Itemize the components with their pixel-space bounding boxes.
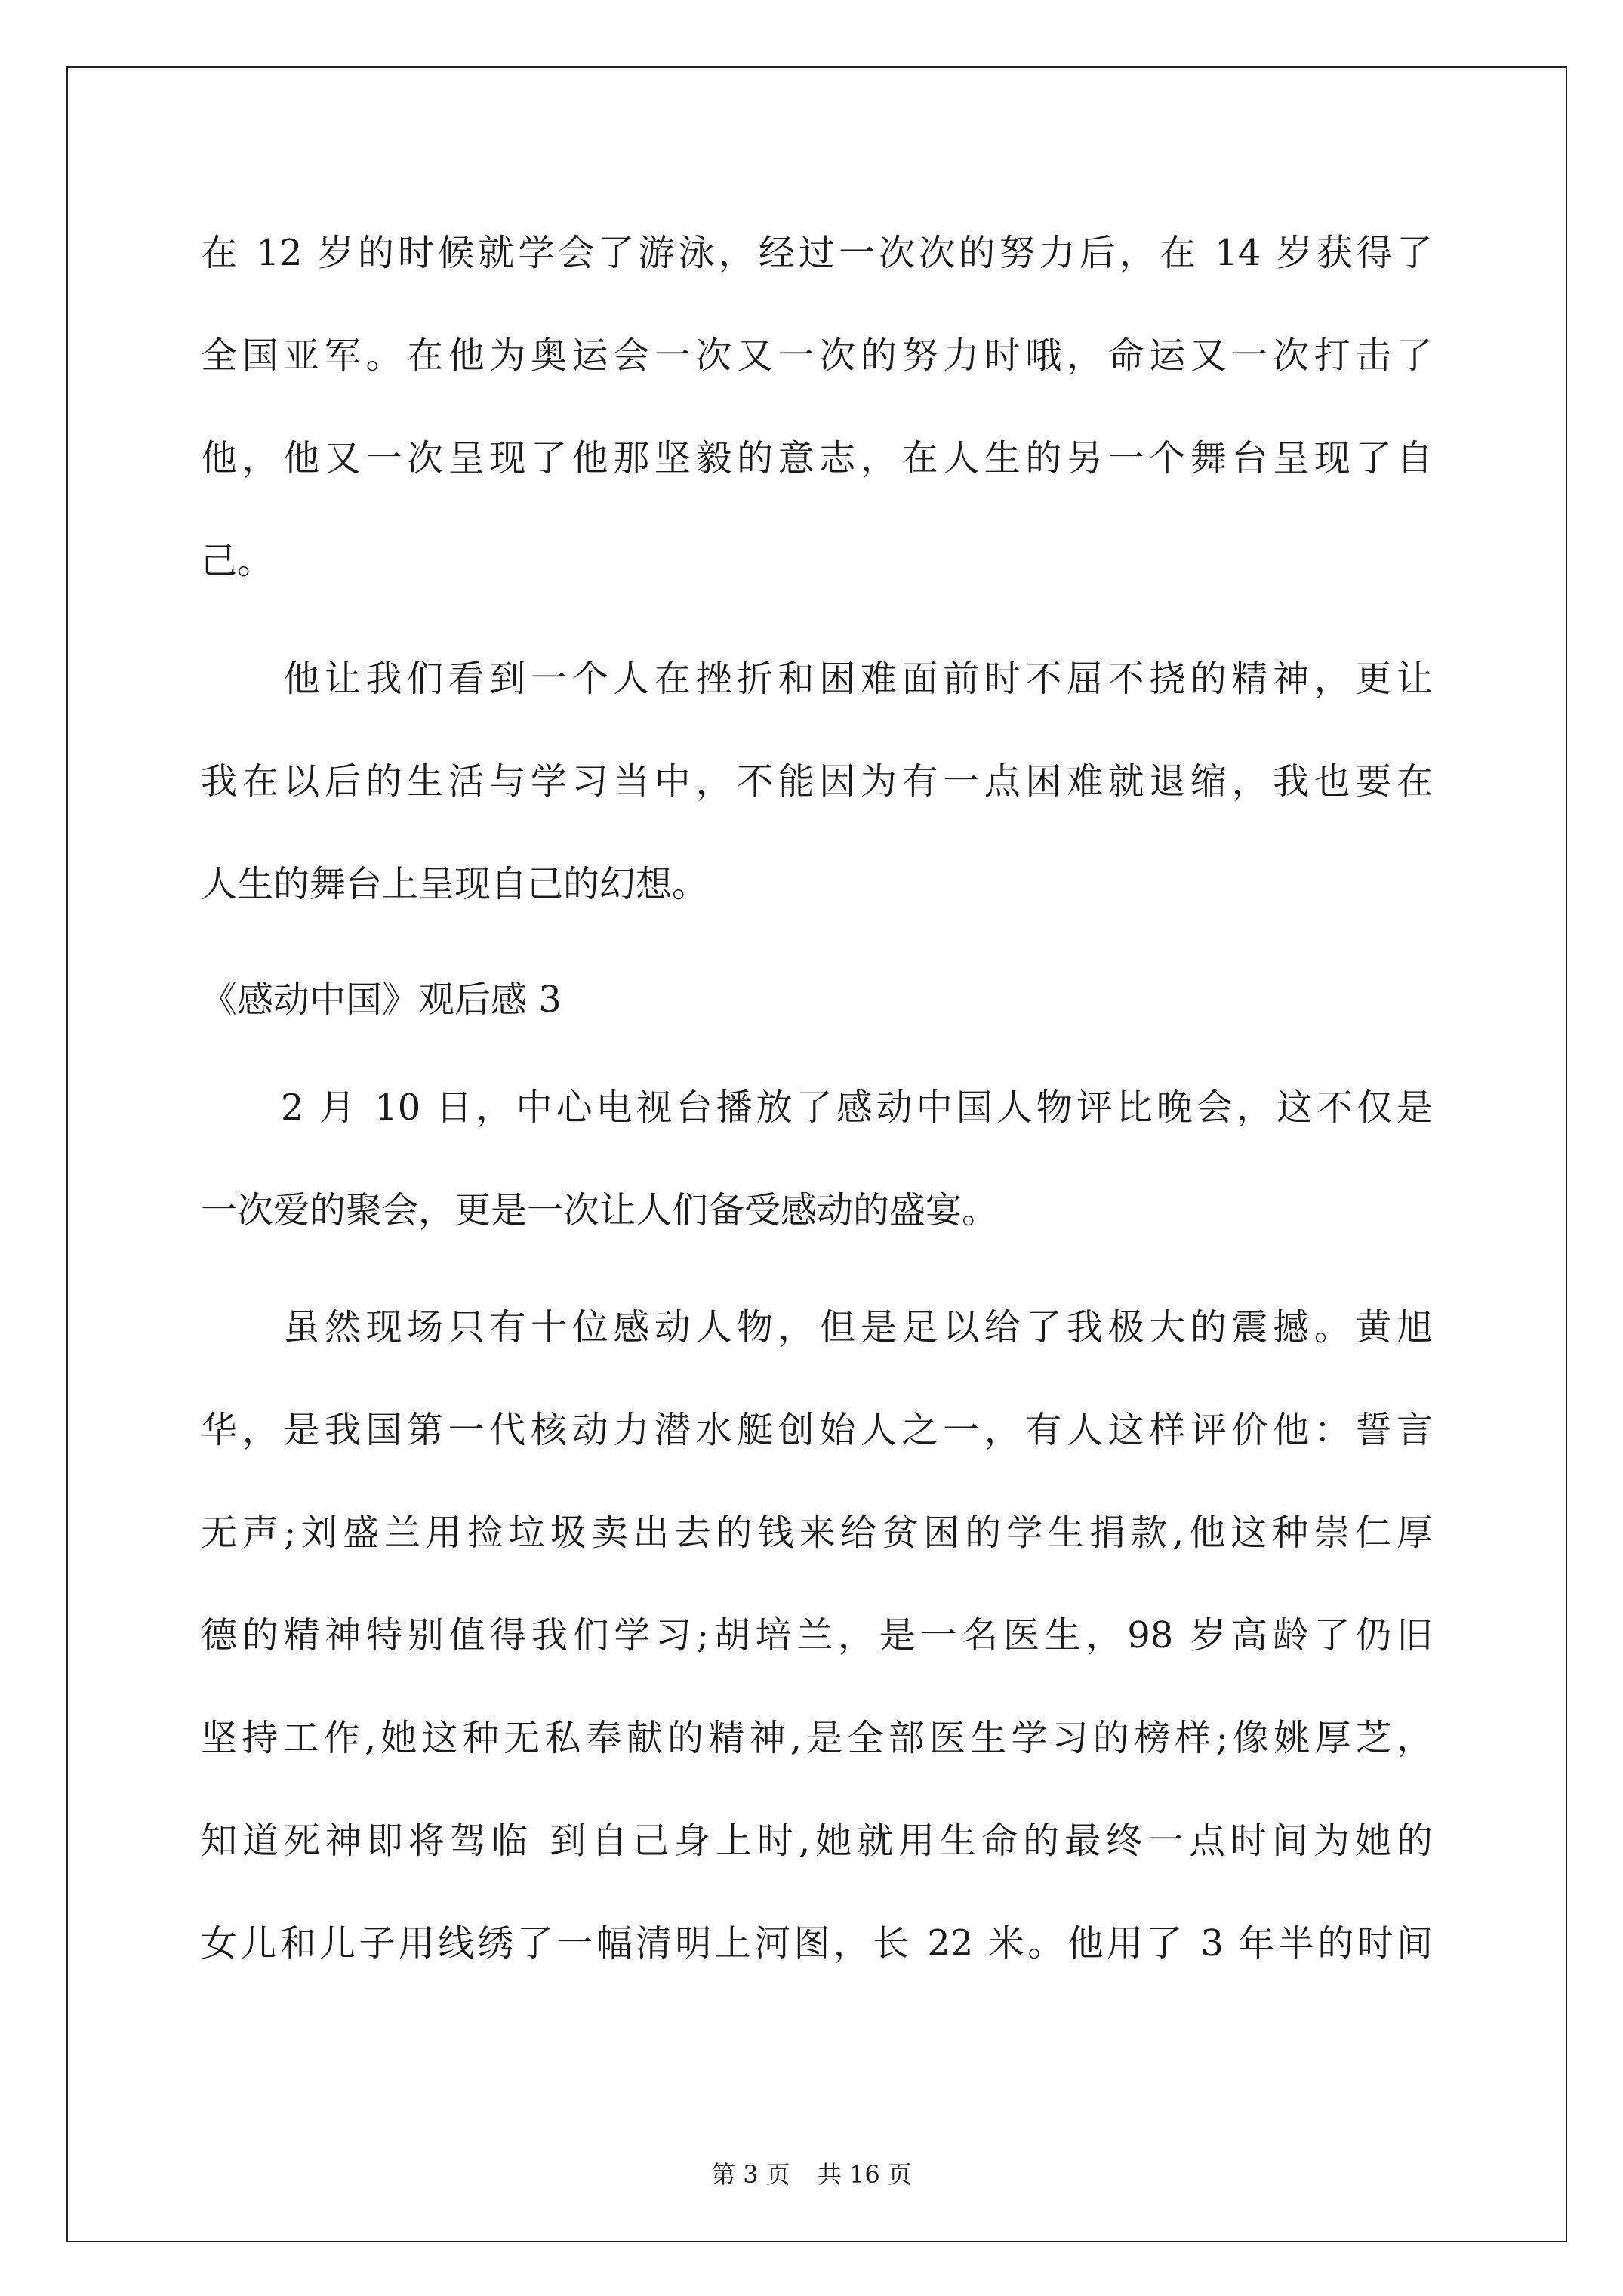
body-line-14: 德的精神特别值得我们学习;胡培兰，是一名医生，98 岁高龄了仍旧: [201, 1614, 1433, 1657]
body-line-6: 我在以后的生活与学习当中，不能因为有一点困难就退缩，我也要在: [201, 760, 1433, 803]
page-footer: [0, 2159, 1623, 2190]
body-line-5: 他让我们看到一个人在挫折和困难面前时不屈不挠的精神，更让: [201, 658, 1433, 700]
body-line-7: 人生的舞台上呈现自己的幻想。: [201, 863, 709, 905]
body-line-3: 他，他又一次呈现了他那坚毅的意志，在人生的另一个舞台呈现了自: [201, 437, 1433, 479]
body-line-1: 在 12 岁的时候就学会了游泳，经过一次次的努力后，在 14 岁获得了: [201, 232, 1433, 274]
body-line-16: 知道死神即将驾临 到自己身上时,她就用生命的最终一点时间为她的: [201, 1820, 1433, 1862]
body-line-13: 无声;刘盛兰用捡垃圾卖出去的钱来给贫困的学生捐款,他这种崇仁厚: [201, 1512, 1433, 1554]
body-line-12: 华，是我国第一代核动力潜水艇创始人之一，有人这样评价他：誓言: [201, 1409, 1433, 1451]
body-line-9: 2 月 10 日，中心电视台播放了感动中国人物评比晚会，这不仅是: [201, 1086, 1433, 1129]
body-line-2: 全国亚军。在他为奥运会一次又一次的努力时哦，命运又一次打击了: [201, 334, 1433, 377]
body-line-17: 女儿和儿子用线绣了一幅清明上河图，长 22 米。他用了 3 年半的时间: [201, 1922, 1433, 1965]
body-line-4: 己。: [201, 540, 274, 582]
section-heading: 《感动中国》观后感 3: [201, 978, 562, 1021]
body-line-15: 坚持工作,她这种无私奉献的精神,是全部医生学习的榜样;像姚厚芝，: [201, 1717, 1433, 1759]
page-number: 第 3 页: [711, 2160, 790, 2189]
body-line-11: 虽然现场只有十位感动人物，但是足以给了我极大的震撼。黄旭: [201, 1306, 1433, 1348]
body-line-10: 一次爱的聚会，更是一次让人们备受感动的盛宴。: [201, 1189, 999, 1231]
page-total: 共 16 页: [817, 2160, 912, 2189]
